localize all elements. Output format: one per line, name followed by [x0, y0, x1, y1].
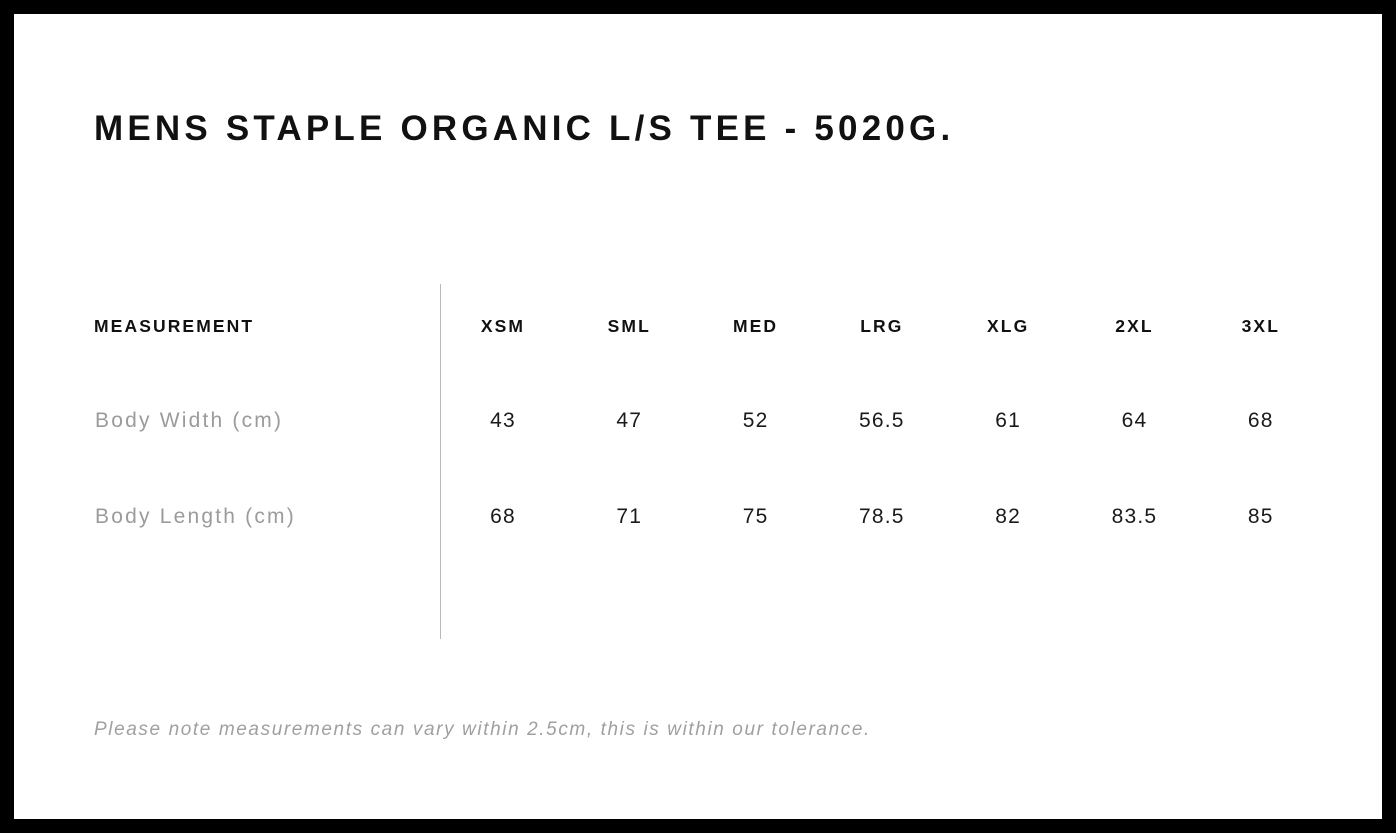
size-chart-page — [14, 14, 1382, 819]
cell-body-length-xsm: 68 — [490, 505, 516, 528]
cell-body-length-2xl: 83.5 — [1111, 505, 1158, 528]
cell-body-width-sml: 47 — [616, 409, 643, 432]
table-row — [94, 373, 1324, 469]
cell-body-width-xlg: 61 — [995, 409, 1022, 432]
cell-body-length-3xl: 85 — [1247, 505, 1274, 528]
tolerance-note: Please note measurements can vary within 2.5cm, this is within our tolerance. — [94, 719, 871, 740]
column-header-size-sml: SML — [607, 315, 651, 336]
cell-body-length-sml: 71 — [616, 505, 643, 528]
cell-body-length-lrg: 78.5 — [859, 505, 905, 528]
row-label-body-length: Body Length (cm) — [95, 505, 296, 528]
cell-body-width-2xl: 64 — [1121, 409, 1148, 432]
cell-body-width-lrg: 56.5 — [859, 409, 905, 432]
column-header-measurement: MEASUREMENT — [94, 315, 255, 336]
column-header-size-xsm: XSM — [480, 315, 526, 336]
column-header-size-3xl: 3XL — [1241, 315, 1280, 336]
cell-body-length-med: 75 — [742, 505, 769, 528]
column-header-size-med: MED — [732, 315, 779, 336]
size-table — [94, 279, 1324, 565]
row-label-body-width: Body Width (cm) — [95, 409, 284, 432]
size-table-container — [94, 279, 1324, 565]
table-row — [94, 469, 1324, 565]
column-header-size-lrg: LRG — [860, 315, 904, 336]
cell-body-width-3xl: 68 — [1247, 409, 1274, 432]
page-title: MENS STAPLE ORGANIC L/S TEE - 5020G. — [94, 109, 955, 148]
table-header-row — [94, 279, 1324, 373]
cell-body-width-med: 52 — [742, 409, 769, 432]
column-header-size-xlg: XLG — [987, 315, 1030, 336]
cell-body-length-xlg: 82 — [995, 505, 1022, 528]
column-header-size-2xl: 2XL — [1115, 315, 1154, 336]
cell-body-width-xsm: 43 — [490, 409, 516, 432]
